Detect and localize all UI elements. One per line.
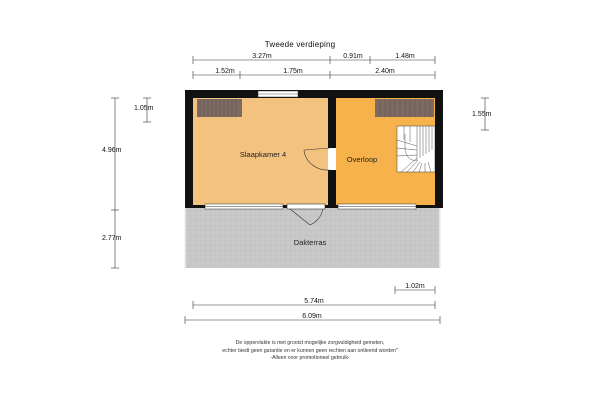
dim-left-4-96: 4.96m [102,147,122,154]
floor-title: Tweede verdieping [264,40,336,49]
disclaimer-line-2: echter biedt geen garantie en er kunnen geen rechten aan ontleend worden" [222,347,398,354]
dim-top-2-40: 2.40m [375,68,395,75]
roof-slope-landing [375,99,434,117]
dim-top-1-52: 1.52m [215,68,235,75]
roof-slope-bedroom [197,99,242,117]
dim-bottom-6-09: 6.09m [302,313,322,320]
dimension-left [111,98,151,268]
dim-top-0-91: 0.91m [343,53,363,60]
dim-left-2-77: 2.77m [102,235,122,242]
disclaimer-line-1: De oppervlakte is met grootst mogelijke zorgvuldigheid gemeten, [235,340,385,346]
dim-top-3-27: 3.27m [252,53,272,60]
dim-bottom-1-02: 1.02m [405,283,425,290]
dim-bottom-5-74: 5.74m [304,298,324,305]
room-label-terrace: Dakterras [293,238,327,247]
dim-left-1-05: 1.05m [134,105,154,112]
dim-top-1-48: 1.48m [395,53,415,60]
room-label-bedroom: Slaapkamer 4 [239,150,287,159]
dim-top-1-75: 1.75m [283,68,303,75]
top-windows [258,91,298,97]
room-label-landing: Overloop [346,155,378,164]
staircase [397,126,435,172]
disclaimer [0,340,600,363]
dim-right-1-55: 1.55m [472,111,492,118]
disclaimer-line-3: -Alleen voor promotioneel gebruik- [270,355,350,361]
